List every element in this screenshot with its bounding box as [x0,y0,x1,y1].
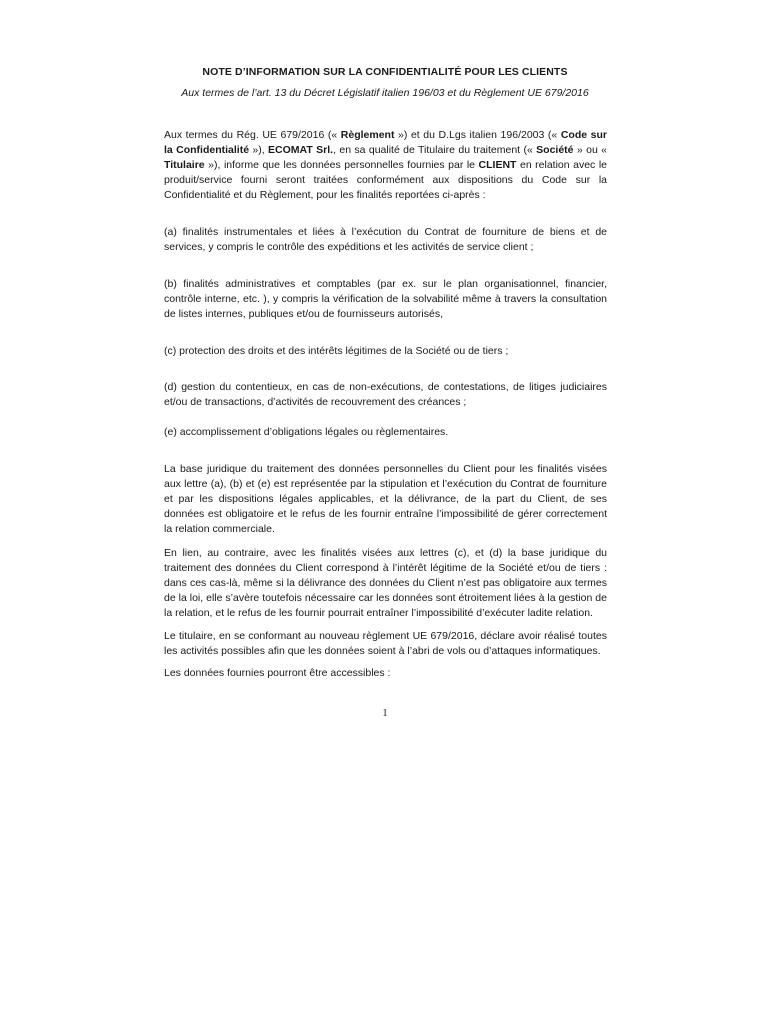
intro-text: , en sa qualité de Titulaire du traitement (« [333,144,537,156]
intro-bold-term: CLIENT [478,159,517,171]
purpose-a-paragraph: (a) finalités instrumentales et liées à l’exécution du Contrat de fourniture de biens et de services, y compris le contrôle des expéditions et les activités de service client ; [164,226,607,253]
legal-basis-paragraph-1: La base juridique du traitement des données personnelles du Client pour les finalités visées aux lettre (a), (b) et (e) est représentée par la stipulation et l’exécution du Contrat de fourniture et par les dispositions légales applicables, et la délivrance, de la part du Client, de ses données est obligatoire et le refus de les fournir entraîne l’impossibilité de gérer correctement la relation commerciale. [164,463,607,535]
intro-bold-term: Règlement [340,129,395,141]
intro-text: ») et du D.Lgs italien 196/2003 (« [394,129,561,141]
page-number: 1 [382,708,388,719]
intro-bold-term: Titulaire [164,159,205,171]
intro-text: » ou « [573,144,607,156]
purpose-b-paragraph: (b) finalités administratives et comptables (par ex. sur le plan organisationnel, financier, contrôle interne, etc. ), y compris la vérification de la solvabilité même à travers la consultation de listes internes, publiques et/ou de fournisseurs autorisés, [164,278,607,320]
document-title: NOTE D’INFORMATION SUR LA CONFIDENTIALITÉ POUR LES CLIENTS [202,66,568,78]
document-subtitle: Aux termes de l’art. 13 du Décret Législatif italien 196/03 et du Règlement UE 679/2016 [181,87,589,99]
intro-text: Aux termes du Rég. UE 679/2016 (« [164,129,341,141]
intro-bold-term: Société [536,144,574,156]
legal-basis-paragraph-2: En lien, au contraire, avec les finalités visées aux lettres (c), et (d) la base juridique du traitement des données du Client correspond à l’intérêt légitime de la Société et/ou de tiers : dans ces cas-là, même si la délivrance des données du Client n’est pas obligatoire aux termes de la loi, elle s’avère toutefois nécessaire car les données sont étroitement liées à la gestion de la relation, et le refus de les fournir pourrait entraîner l’impossibilité d’exécuter ladite relation. [164,547,607,619]
intro-text: en relation avec le produit/service fourni seront traitées conformément aux dispositions du Code sur la Confidentialité et du Règlement, pour les finalités reportées ci-après : [164,159,607,201]
intro-text: »), informe que les données personnelles fournies par le [204,159,479,171]
purpose-d-paragraph: (d) gestion du contentieux, en cas de non-exécutions, de contestations, de litiges judiciaires et/ou de transactions, d’activités de recouvrement des créances ; [164,381,607,408]
purpose-c-paragraph: (c) protection des droits et des intérêts légitimes de la Société ou de tiers ; [164,345,509,357]
intro-bold-term: ECOMAT Srl. [268,144,334,156]
intro-bold-term: Code sur la Confidentialité [164,129,607,156]
purpose-e-paragraph: (e) accomplissement d’obligations légales ou règlementaires. [164,426,449,438]
intro-text: »), [249,144,269,156]
security-paragraph: Le titulaire, en se conformant au nouveau règlement UE 679/2016, déclare avoir réalisé toutes les activités possibles afin que les données soient à l’abri de vols ou d’attaques informatiques. [164,630,607,657]
access-paragraph: Les données fournies pourront être accessibles : [164,667,391,679]
intro-paragraph [164,128,607,203]
